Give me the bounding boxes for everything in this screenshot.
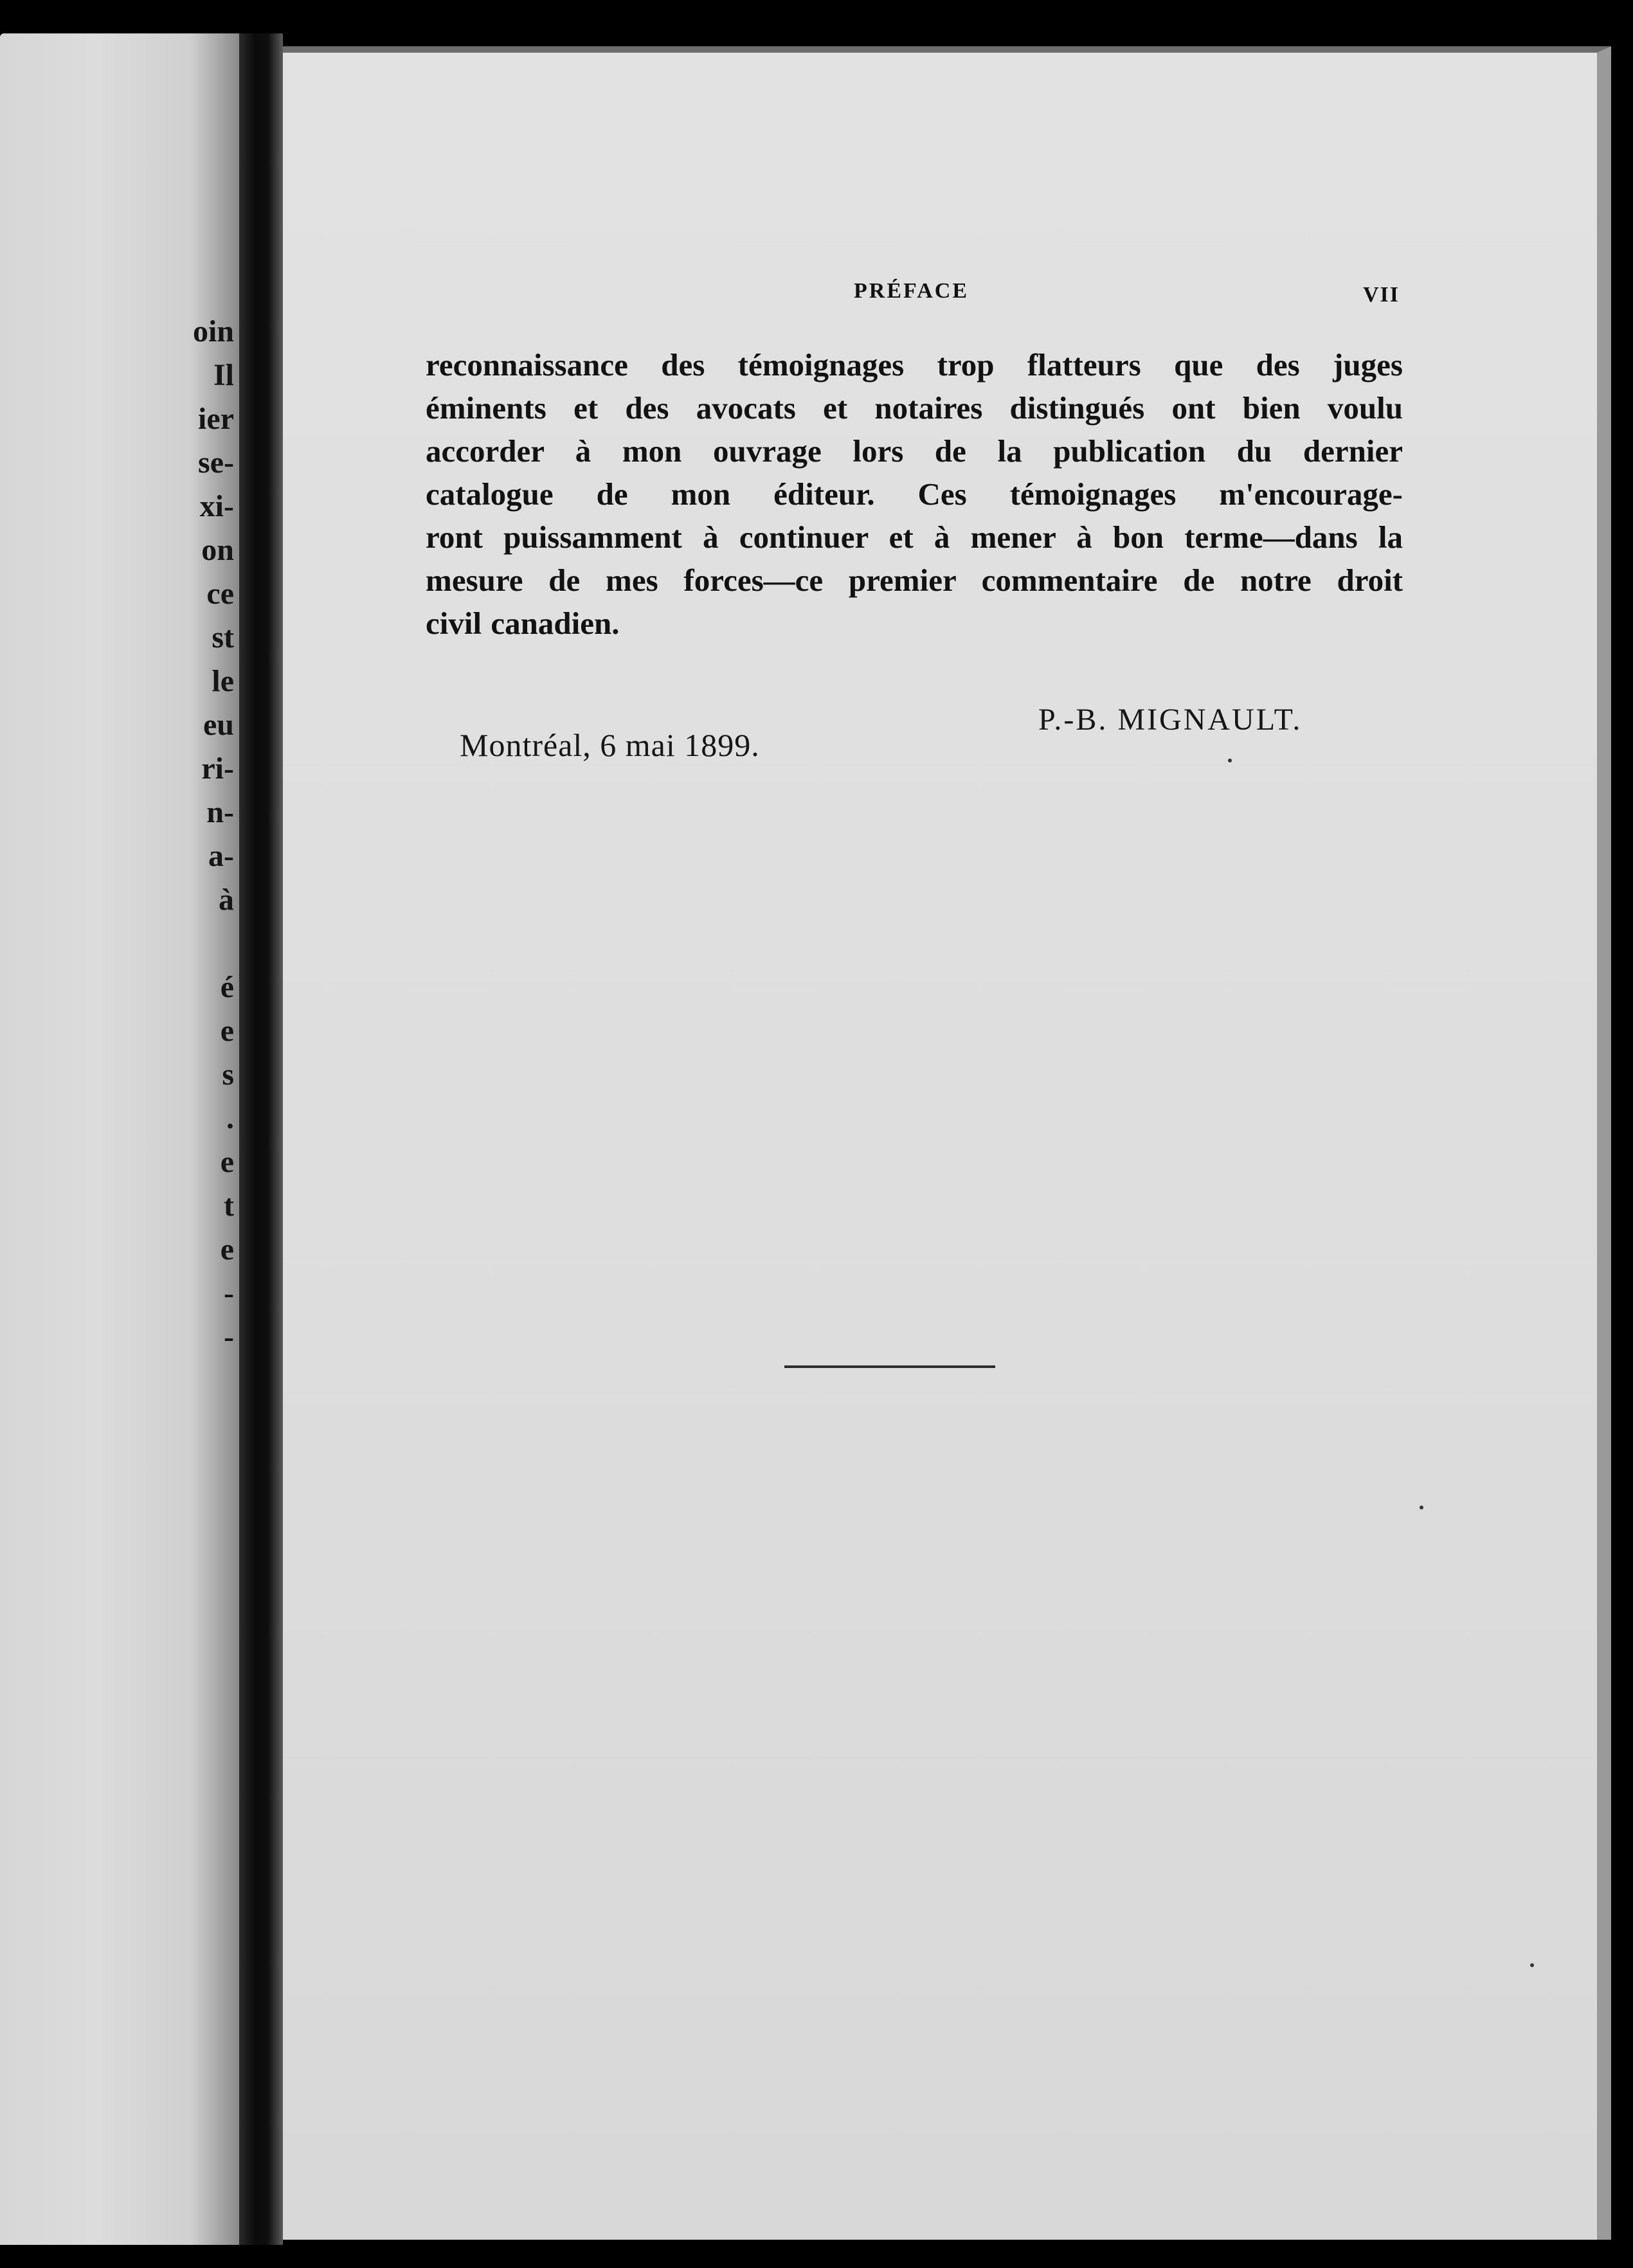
print-speck — [1228, 759, 1232, 762]
place-and-date: Montréal, 6 mai 1899. — [460, 727, 760, 763]
text-fragment: . — [226, 1101, 234, 1135]
preface-paragraph — [426, 343, 1403, 645]
text-fragment: se- — [198, 446, 234, 480]
paragraph-line: mesure de mes forces—ce premier commentaire de notre droit — [426, 562, 1403, 598]
text-fragment: ri- — [201, 752, 234, 786]
text-fragment: Il — [213, 358, 234, 392]
text-fragment: e — [220, 1232, 234, 1266]
book-gutter — [239, 33, 283, 2245]
text-fragment: e — [220, 1145, 234, 1179]
print-speck — [1530, 1963, 1534, 1967]
text-fragment: st — [212, 620, 234, 654]
text-fragment: eu — [203, 708, 234, 742]
previous-page — [0, 33, 239, 2245]
text-fragment: le — [212, 664, 234, 698]
text-fragment: ce — [206, 577, 234, 611]
print-speck — [1420, 1506, 1423, 1509]
preface-page — [283, 46, 1611, 2240]
paragraph-line: civil canadien. — [426, 606, 620, 641]
previous-page-text-fragments — [157, 310, 234, 1359]
author-signature: P.-B. MIGNAULT. — [1038, 703, 1303, 737]
text-fragment: s — [222, 1058, 234, 1092]
text-fragment — [157, 922, 234, 966]
text-fragment: on — [201, 533, 234, 567]
paragraph-line: reconnaissance des témoignages trop flatteurs que des juges — [426, 347, 1403, 382]
text-fragment: à — [219, 883, 234, 917]
text-fragment: é — [220, 970, 234, 1004]
paragraph-line: accorder à mon ouvrage lors de la publication du dernier — [426, 433, 1403, 469]
text-fragment: n- — [206, 795, 234, 829]
text-fragment: e — [220, 1014, 234, 1048]
end-rule-divider — [784, 1365, 995, 1368]
text-fragment: oin — [192, 314, 234, 348]
text-fragment: xi- — [199, 489, 234, 523]
paragraph-line: ront puissamment à continuer et à mener à bon terme—dans la — [426, 519, 1403, 555]
text-fragment: ier — [198, 402, 234, 436]
text-fragment: a- — [208, 839, 234, 873]
text-fragment: t — [224, 1189, 234, 1223]
paragraph-line: catalogue de mon éditeur. Ces témoignages m'encourage- — [426, 476, 1403, 512]
running-head: PRÉFACE — [854, 279, 970, 303]
page-number: VII — [1363, 283, 1400, 307]
paragraph-line: éminents et des avocats et notaires distingués ont bien voulu — [426, 390, 1403, 426]
text-fragment: - — [224, 1320, 234, 1354]
text-fragment: - — [224, 1276, 234, 1310]
